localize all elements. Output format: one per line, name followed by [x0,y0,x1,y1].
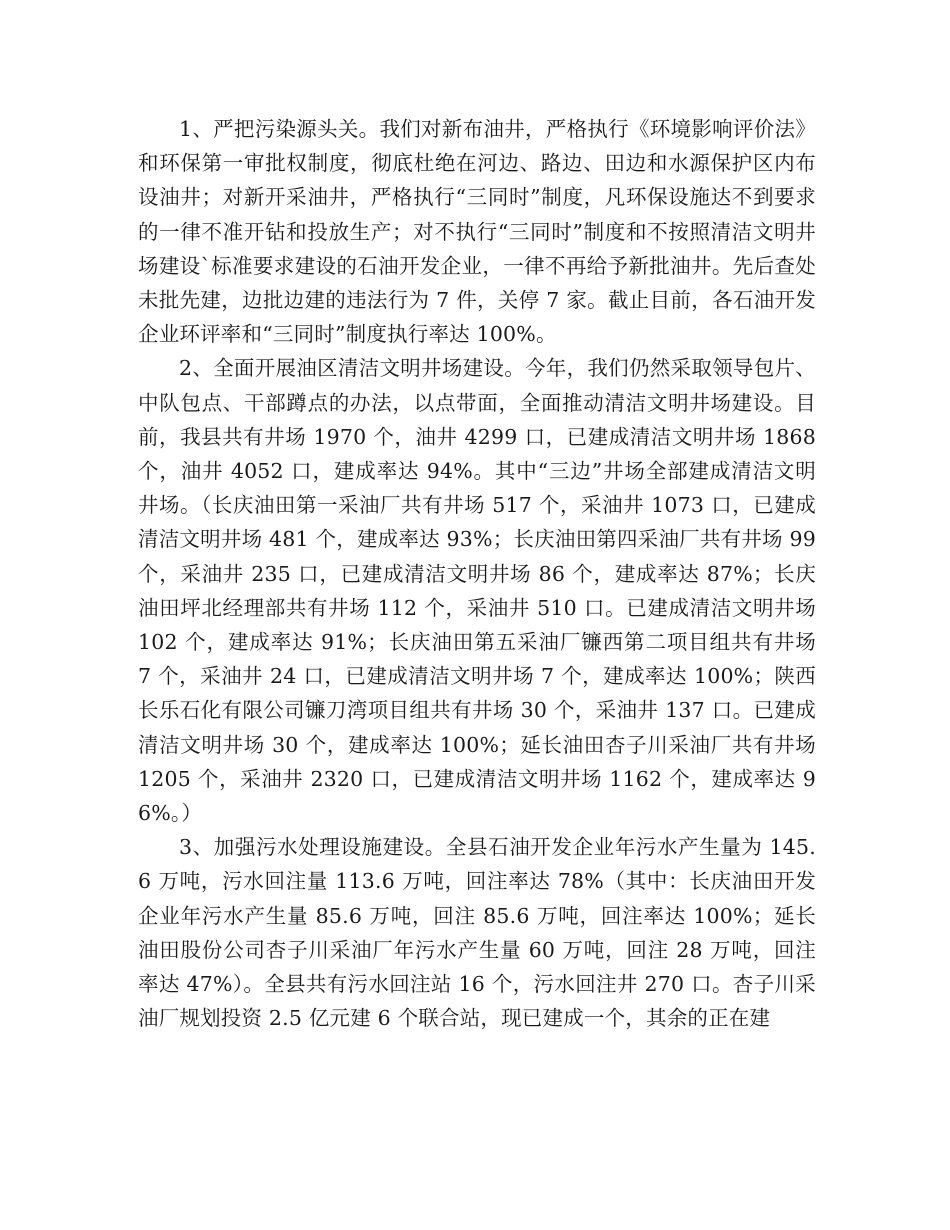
paragraph-pollution-source: 1、严把污染源头关。我们对新布油井，严格执行《环境影响评价法》和环保第一审批权制度，彻底杜绝在河边、路边、田边和水源保护区内布设油井；对新开采油井，严格执行“三同时”制度，凡环保设施达不到要求的一律不准开钻和投放生产；对不执行“三同时”制度和不按照清洁文明井场建设`标准要求建设的石油开发企业，一律不再给予新批油井。先后查处未批先建，边批边建的违法行为 7 件，关停 7 家。截止目前，各石油开发企业环评率和“三同时”制度执行率达 100%。 [138,117,816,347]
paragraph-sewage-treatment: 3、加强污水处理设施建设。全县石油开发企业年污水产生量为 145.6 万吨，污水回注量 113.6 万吨，回注率达 78%（其中：长庆油田开发企业年污水产生量 85.6 万吨，回注 85.6 万吨，回注率达 100%；延长油田股份公司杏子川采油厂年污水产生量 60 万吨，回注 28 万吨，回注率达 47%）。全县共有污水回注站 16 个，污水回注井 270 口。杏子川采油厂规划投资 2.5 亿元建 6 个联合站，现已建成一个，其余的正在建 [138,835,816,1031]
document-body [138,112,816,1035]
paragraph-clean-well-sites: 2、全面开展油区清洁文明井场建设。今年，我们仍然采取领导包片、中队包点、干部蹲点的办法，以点带面，全面推动清洁文明井场建设。目前，我县共有井场 1970 个，油井 4299 口，已建成清洁文明井场 1868 个，油井 4052 口，建成率达 94%。其中“三边”井场全部建成清洁文明井场。（长庆油田第一采油厂共有井场 517 个，采油井 1073 口，已建成清洁文明井场 481 个，建成率达 93%；长庆油田第四采油厂共有井场 99 个，采油井 235 口，已建成清洁文明井场 86 个，建成率达 87%；长庆油田坪北经理部共有井场 112 个，采油井 510 口。已建成清洁文明井场 102 个，建成率达 91%；长庆油田第五采油厂镰西第二项目组共有井场 7 个，采油井 24 口，已建成清洁文明井场 7 个，建成率达 100%；陕西长乐石化有限公司镰刀湾项目组共有井场 30 个，采油井 137 口。已建成清洁文明井场 30 个，建成率达 100%；延长油田杏子川采油厂共有井场 1205 个，采油井 2320 口，已建成清洁文明井场 1162 个，建成率达 96%。） [138,356,816,826]
